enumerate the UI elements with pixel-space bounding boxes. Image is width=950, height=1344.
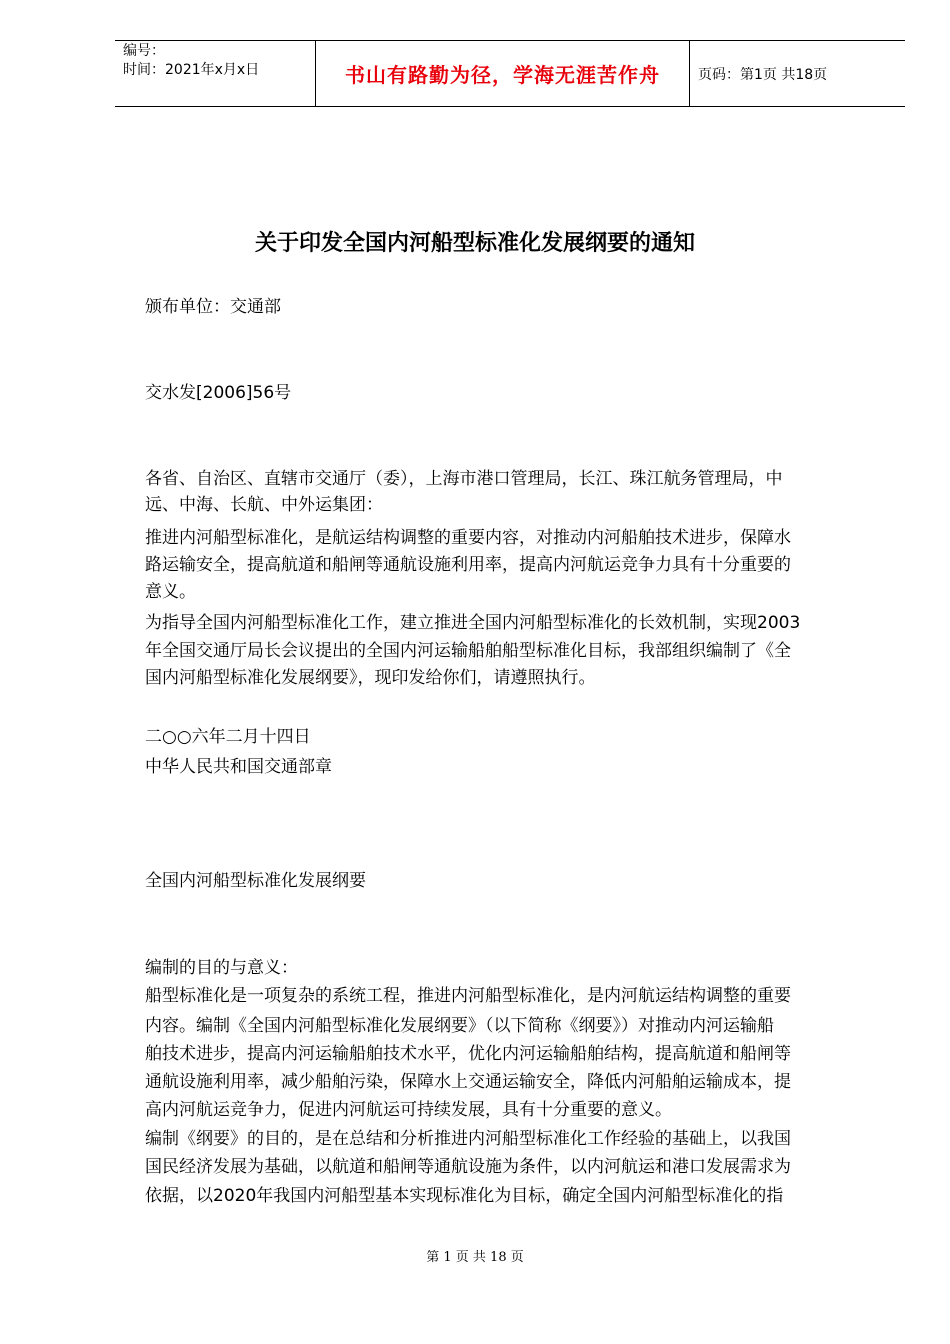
paragraph-line: 国内河船型标准化发展纲要》，现印发给你们，请遵照执行。 (145, 668, 596, 688)
header-motto: 书山有路勤为径，学海无涯苦作舟 (345, 63, 660, 87)
body-line: 舶技术进步，提高内河运输船舶技术水平，优化内河运输船舶结构，提高航道和船闸等 (145, 1044, 791, 1064)
doc-number-line: 交水发[2006]56号 (145, 383, 292, 403)
subsection-heading: 编制的目的与意义： (145, 958, 298, 978)
body-line: 国民经济发展为基础，以航道和船闸等通航设施为条件，以内河航运和港口发展需求为 (145, 1157, 791, 1177)
document-title: 关于印发全国内河船型标准化发展纲要的通知 (254, 230, 695, 256)
page-footer: 第 1 页 共 18 页 (426, 1250, 524, 1265)
paragraph-line: 各省、自治区、直辖市交通厅（委），上海市港口管理局，长江、珠江航务管理局，中 (145, 469, 783, 489)
header-divider-right (689, 40, 690, 107)
body-line: 内容。编制《全国内河船型标准化发展纲要》（以下简称《纲要》）对推动内河运输船 (145, 1016, 774, 1036)
paragraph-line: 路运输安全，提高航道和船闸等通航设施利用率，提高内河航运竞争力具有十分重要的 (145, 555, 791, 575)
seal-line: 中华人民共和国交通部章 (145, 757, 332, 777)
paragraph-line: 推进内河船型标准化，是航运结构调整的重要内容，对推动内河船舶技术进步，保障水 (145, 528, 791, 548)
paragraph-line: 为指导全国内河船型标准化工作，建立推进全国内河船型标准化的长效机制，实现2003 (145, 613, 801, 633)
body-line: 船型标准化是一项复杂的系统工程，推进内河船型标准化，是内河航运结构调整的重要 (145, 986, 791, 1006)
serial-label: 编号： (123, 43, 165, 59)
section-title: 全国内河船型标准化发展纲要 (145, 871, 366, 891)
paragraph-line: 年全国交通厅局长会议提出的全国内河运输船舶船型标准化目标，我部组织编制了《全 (145, 641, 791, 661)
body-line: 通航设施利用率，减少船舶污染，保障水上交通运输安全，降低内河船舶运输成本，提 (145, 1072, 791, 1092)
issuer-line: 颁布单位：交通部 (145, 297, 281, 317)
date-line: 二○○六年二月十四日 (145, 727, 311, 747)
header-page-info: 页码：第1页 共18页 (698, 67, 828, 83)
paragraph-line: 意义。 (145, 582, 196, 602)
body-line: 高内河航运竞争力，促进内河航运可持续发展，具有十分重要的意义。 (145, 1100, 672, 1120)
paragraph-line: 远、中海、长航、中外运集团： (145, 495, 383, 515)
header-meta (123, 42, 259, 80)
time-label: 时间：2021年x月x日 (123, 62, 260, 78)
body-line: 依据，以2020年我国内河船型基本实现标准化为目标，确定全国内河船型标准化的指 (145, 1186, 784, 1206)
body-line: 编制《纲要》的目的，是在总结和分析推进内河船型标准化工作经验的基础上，以我国 (145, 1129, 791, 1149)
